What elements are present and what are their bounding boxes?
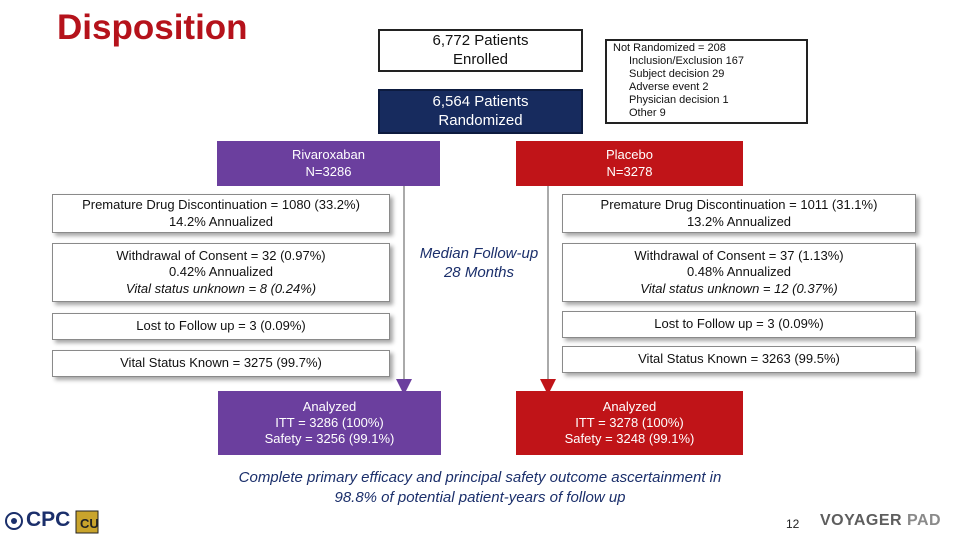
placebo-header bbox=[516, 141, 743, 186]
placebo-itt: ITT = 3278 (100%) bbox=[575, 414, 684, 430]
placebo-premature-annualized: 13.2% Annualized bbox=[686, 213, 792, 229]
not-randomized-box bbox=[605, 39, 808, 124]
rivaroxaban-lost-box bbox=[52, 313, 390, 340]
rivaroxaban-vital-unknown: Vital status unknown = 8 (0.24%) bbox=[125, 280, 317, 296]
enrolled-label: Enrolled bbox=[452, 50, 509, 68]
placebo-analyzed-label: Analyzed bbox=[602, 398, 657, 414]
rivaroxaban-premature-count: Premature Drug Discontinuation = 1080 (33.2%) bbox=[82, 197, 360, 213]
not-randomized-item: Other 9 bbox=[629, 107, 666, 119]
svg-text:CU: CU bbox=[80, 516, 99, 531]
rivaroxaban-header bbox=[217, 141, 440, 186]
rivaroxaban-withdrawal-count: Withdrawal of Consent = 32 (0.97%) bbox=[116, 248, 326, 264]
rivaroxaban-lost-text: Lost to Follow up = 3 (0.09%) bbox=[136, 318, 306, 334]
placebo-withdrawal-annualized: 0.48% Annualized bbox=[686, 264, 792, 280]
not-randomized-item: Adverse event 2 bbox=[629, 81, 709, 93]
rivaroxaban-premature-annualized: 14.2% Annualized bbox=[168, 213, 274, 229]
cpc-logo-text: CPC bbox=[26, 508, 71, 531]
rivaroxaban-vital-text: Vital Status Known = 3275 (99.7%) bbox=[120, 355, 322, 371]
rivaroxaban-n: N=3286 bbox=[305, 163, 352, 179]
rivaroxaban-analyzed-box bbox=[218, 391, 441, 455]
median-followup bbox=[409, 244, 549, 282]
voyager-pad-logo bbox=[820, 512, 960, 532]
not-randomized-item: Physician decision 1 bbox=[629, 94, 729, 106]
followup-label: Median Follow-up bbox=[419, 245, 539, 262]
enrolled-count: 6,772 Patients bbox=[432, 31, 529, 49]
randomized-label: Randomized bbox=[438, 111, 523, 129]
placebo-vital-unknown: Vital status unknown = 12 (0.37%) bbox=[640, 280, 838, 296]
placebo-analyzed-box bbox=[516, 391, 743, 455]
placebo-name: Placebo bbox=[606, 147, 653, 163]
placebo-premature-count: Premature Drug Discontinuation = 1011 (31.1%) bbox=[600, 197, 878, 213]
placebo-vital-text: Vital Status Known = 3263 (99.5%) bbox=[638, 351, 840, 367]
rivaroxaban-analyzed-label: Analyzed bbox=[302, 398, 357, 414]
placebo-premature-box bbox=[562, 194, 916, 233]
placebo-lost-text: Lost to Follow up = 3 (0.09%) bbox=[654, 316, 824, 332]
rivaroxaban-withdrawal-annualized: 0.42% Annualized bbox=[168, 264, 274, 280]
randomized-count: 6,564 Patients bbox=[432, 92, 529, 110]
pad-logo-text: PAD bbox=[907, 512, 942, 529]
not-randomized-header: Not Randomized = 208 bbox=[613, 42, 726, 54]
placebo-withdrawal-box bbox=[562, 243, 916, 302]
placebo-vital-box bbox=[562, 346, 916, 373]
followup-value: 28 Months bbox=[443, 264, 515, 281]
enrolled-box bbox=[378, 29, 583, 72]
rivaroxaban-itt: ITT = 3286 (100%) bbox=[275, 414, 384, 430]
randomized-box bbox=[378, 89, 583, 134]
bottom-note-line1: Complete primary efficacy and principal safety outcome ascertainment in bbox=[238, 469, 722, 486]
placebo-n: N=3278 bbox=[606, 163, 653, 179]
voyager-logo-text: VOYAGER bbox=[820, 512, 903, 529]
page-title: Disposition bbox=[57, 8, 248, 47]
bottom-note-line2: 98.8% of potential patient-years of follow up bbox=[334, 489, 626, 506]
rivaroxaban-premature-box bbox=[52, 194, 390, 233]
page-number: 12 bbox=[786, 517, 800, 531]
rivaroxaban-withdrawal-box bbox=[52, 243, 390, 302]
not-randomized-item: Inclusion/Exclusion 167 bbox=[629, 55, 744, 67]
placebo-safety: Safety = 3248 (99.1%) bbox=[564, 431, 695, 447]
placebo-lost-box bbox=[562, 311, 916, 338]
cpc-logo bbox=[4, 507, 104, 537]
bottom-note bbox=[170, 468, 790, 508]
rivaroxaban-safety: Safety = 3256 (99.1%) bbox=[264, 431, 395, 447]
rivaroxaban-name: Rivaroxaban bbox=[292, 147, 365, 163]
not-randomized-item: Subject decision 29 bbox=[629, 68, 725, 80]
placebo-withdrawal-count: Withdrawal of Consent = 37 (1.13%) bbox=[634, 248, 844, 264]
rivaroxaban-vital-box bbox=[52, 350, 390, 377]
